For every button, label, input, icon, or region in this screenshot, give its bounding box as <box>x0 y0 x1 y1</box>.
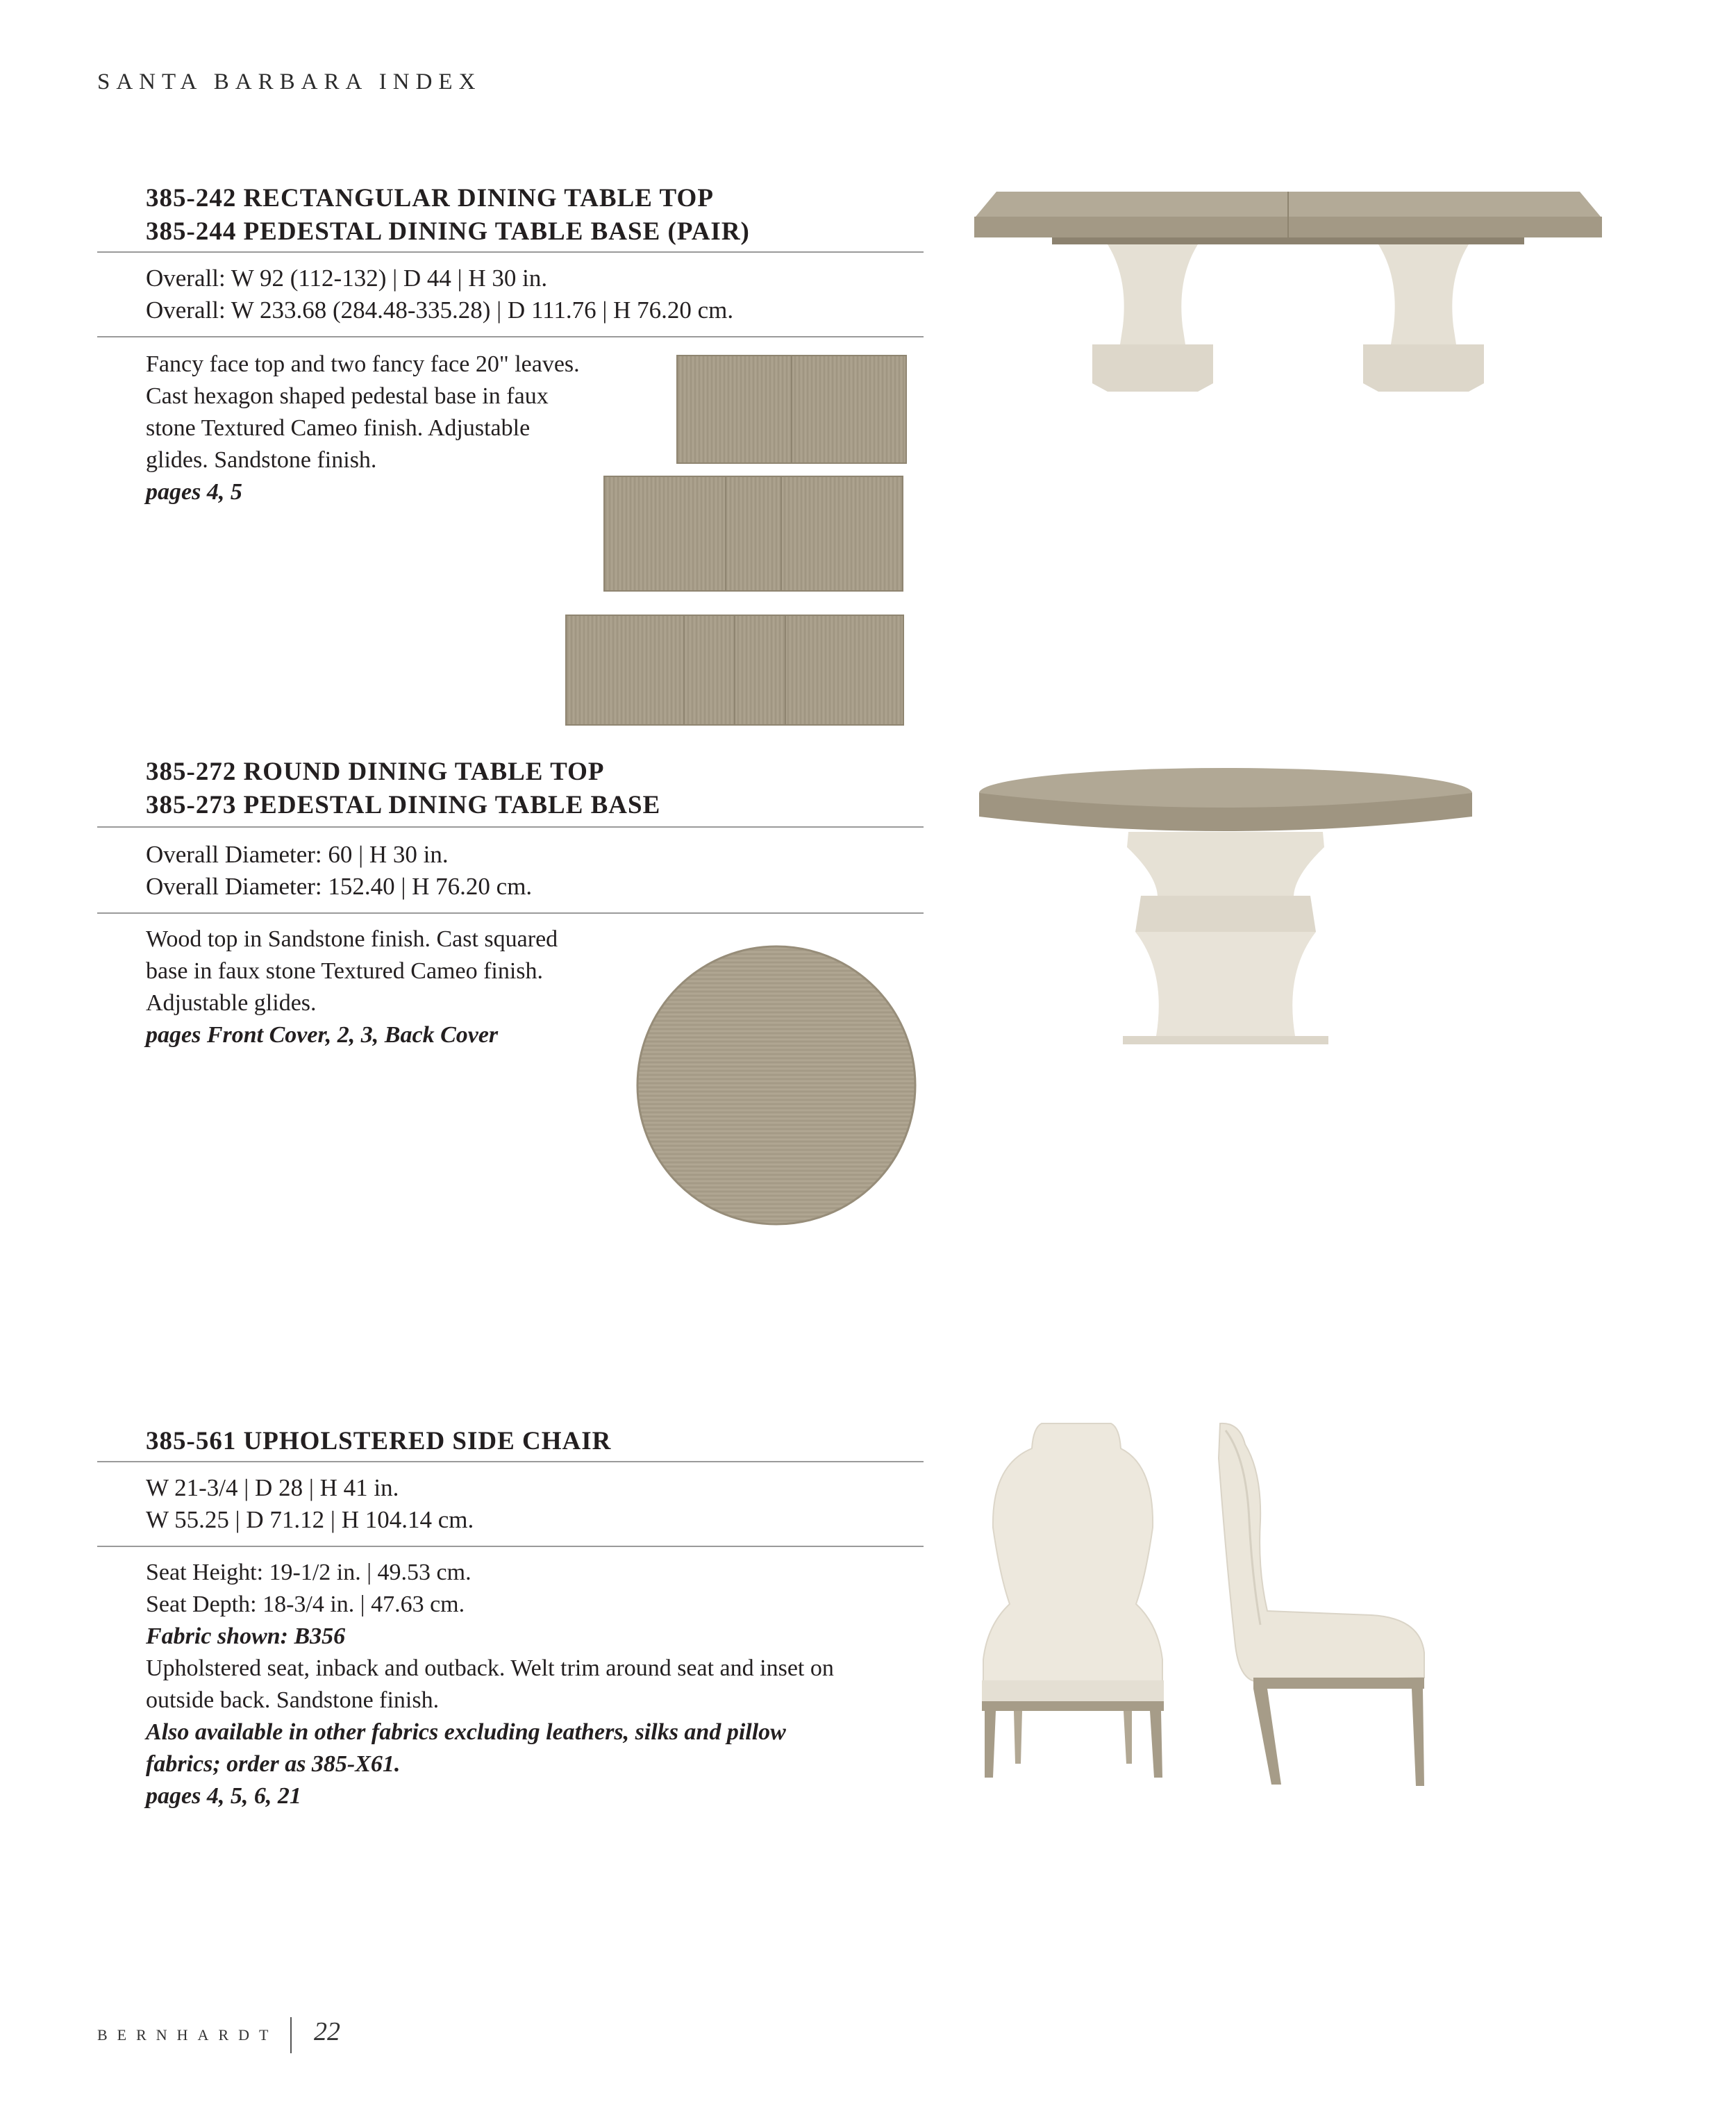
product-2-description <box>146 924 558 1051</box>
footer-brand: BERNHARDT <box>97 2026 278 2044</box>
product-3-dims-cm: W 55.25 | D 71.12 | H 104.14 cm. <box>146 1506 474 1533</box>
availability-line: fabrics; order as 385-X61. <box>146 1751 401 1777</box>
fabric-shown: Fabric shown: B356 <box>146 1623 346 1649</box>
product-2-dims-in: Overall Diameter: 60 | H 30 in. <box>146 841 449 868</box>
product-1-heading-base: 385-244 PEDESTAL DINING TABLE BASE (PAIR) <box>146 217 750 246</box>
product-1-divider-bottom <box>97 336 924 337</box>
product-3-dims-in: W 21-3/4 | D 28 | H 41 in. <box>146 1474 399 1501</box>
product-1-dims-in: Overall: W 92 (112-132) | D 44 | H 30 in. <box>146 265 548 292</box>
footer-separator <box>290 2017 292 2053</box>
description-line: Adjustable glides. <box>146 990 317 1016</box>
page-number: 22 <box>314 2017 340 2046</box>
description-line: Fancy face top and two fancy face 20" leaves. <box>146 351 580 377</box>
description-line: Upholstered seat, inback and outback. Welt trim around seat and inset on <box>146 1655 834 1681</box>
description-line: Cast hexagon shaped pedestal base in faux <box>146 383 549 409</box>
description-line: base in faux stone Textured Cameo finish. <box>146 958 544 984</box>
table-top-plan-one-leaf <box>604 476 910 594</box>
index-title: SANTA BARBARA INDEX <box>97 69 482 94</box>
seat-depth: Seat Depth: 18-3/4 in. | 47.63 cm. <box>146 1591 465 1617</box>
product-1-pages: pages 4, 5 <box>146 479 242 505</box>
description-line: Wood top in Sandstone finish. Cast squared <box>146 926 558 952</box>
rectangular-table-image <box>969 187 1608 403</box>
product-3-divider-top <box>97 1461 924 1462</box>
side-chair-side-image <box>1212 1417 1441 1791</box>
product-2-dims-cm: Overall Diameter: 152.40 | H 76.20 cm. <box>146 873 533 900</box>
product-2-divider-bottom <box>97 912 924 914</box>
round-table-top-plan <box>635 944 920 1229</box>
description-line: glides. Sandstone finish. <box>146 447 377 473</box>
table-top-plan-two-leaves <box>566 615 913 726</box>
product-1-description <box>146 349 580 508</box>
product-2-heading-top: 385-272 ROUND DINING TABLE TOP <box>146 758 605 786</box>
seat-height: Seat Height: 19-1/2 in. | 49.53 cm. <box>146 1560 471 1585</box>
product-2-pages: pages Front Cover, 2, 3, Back Cover <box>146 1022 499 1048</box>
product-1-heading-top: 385-242 RECTANGULAR DINING TABLE TOP <box>146 184 714 212</box>
availability-line: Also available in other fabrics excluding leathers, silks and pillow <box>146 1719 786 1745</box>
side-chair-front-image <box>972 1417 1174 1791</box>
product-1-divider-top <box>97 251 924 253</box>
description-line: stone Textured Cameo finish. Adjustable <box>146 415 531 441</box>
table-top-plan-closed <box>677 356 913 467</box>
product-3-pages: pages 4, 5, 6, 21 <box>146 1783 301 1809</box>
product-2-heading-base: 385-273 PEDESTAL DINING TABLE BASE <box>146 791 661 819</box>
product-3-divider-bottom <box>97 1546 924 1547</box>
product-1-dims-cm: Overall: W 233.68 (284.48-335.28) | D 111.76 | H 76.20 cm. <box>146 296 734 324</box>
product-3-heading: 385-561 UPHOLSTERED SIDE CHAIR <box>146 1427 612 1455</box>
description-line: outside back. Sandstone finish. <box>146 1687 440 1713</box>
product-3-description <box>146 1557 834 1812</box>
round-table-image <box>969 764 1483 1055</box>
product-2-divider-top <box>97 826 924 828</box>
